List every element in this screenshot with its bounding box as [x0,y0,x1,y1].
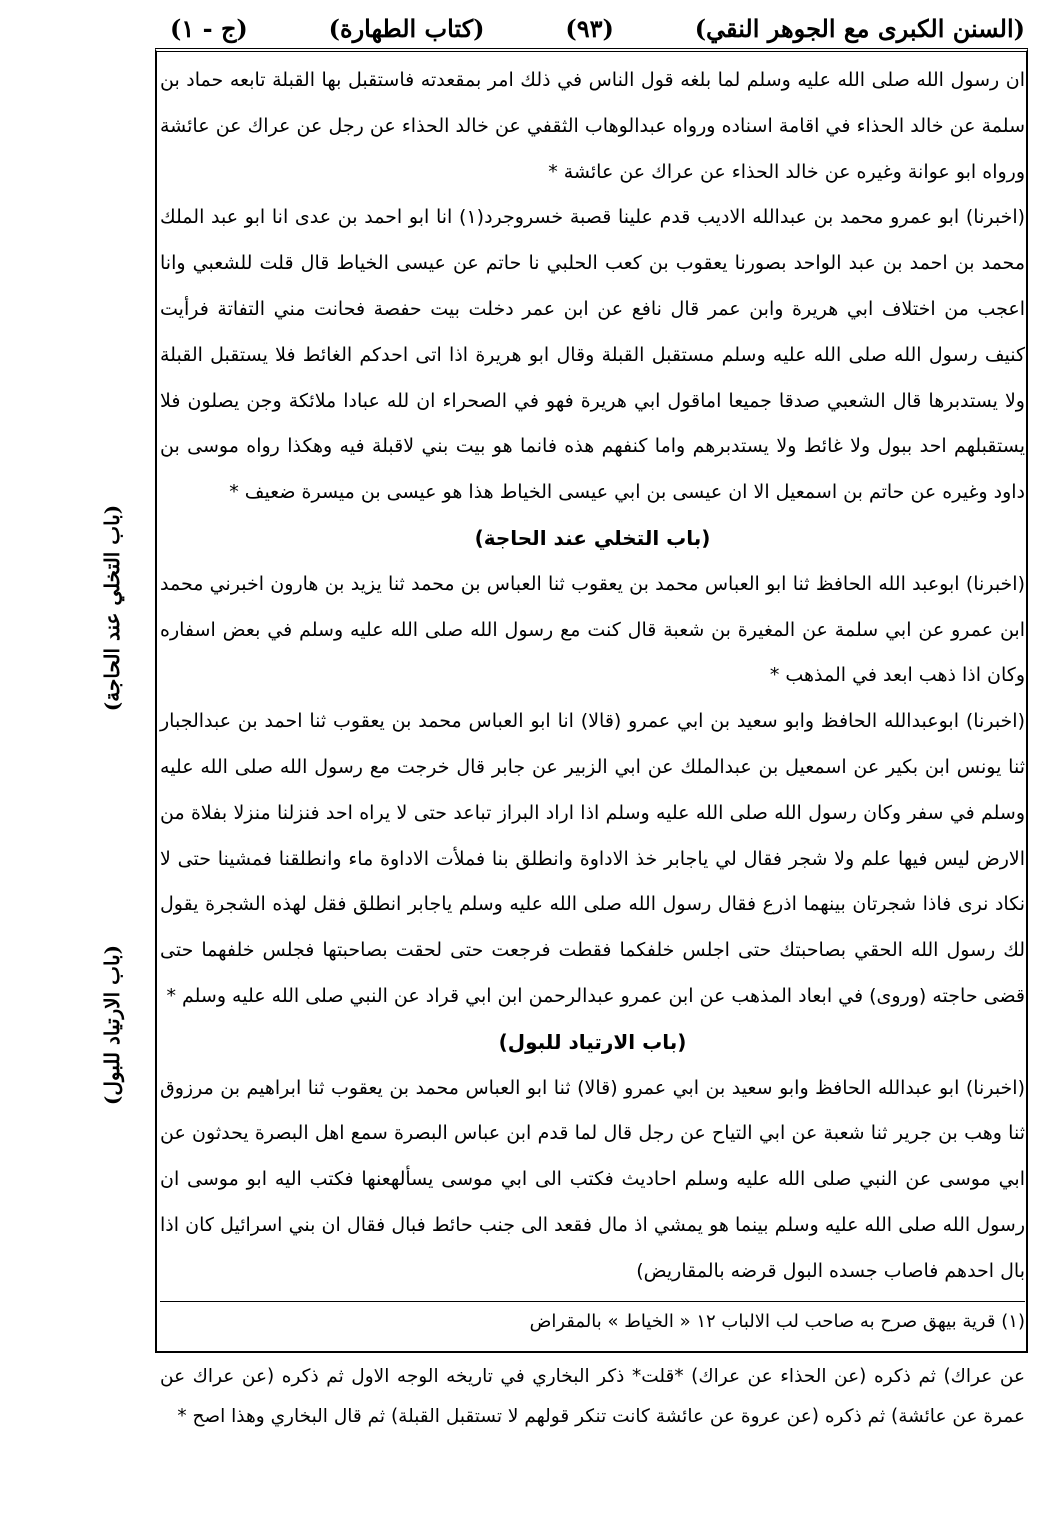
section-heading-2: (باب الارتياد للبول) [498,1029,687,1054]
paragraph-3: (اخبرنا) ابوعبد الله الحافظ ثنا ابو العباس محمد بن يعقوب ثنا العباس بن محمد ثنا يزيد بن هارون اخبرني محمد ابن عمرو عن ابي سلمة عن المغيرة بن شعبة قال كنت مع رسول الله صلى الله عليه وسلم في بعض اسفاره وكان اذا ذهب ابعد في المذهب * [160,572,1025,687]
paragraph-5: (اخبرنا) ابو عبدالله الحافظ وابو سعيد بن ابي عمرو (قالا) ثنا ابو العباس محمد بن يعقوب ثنا ابراهيم بن مرزوق ثنا وهب بن جرير ثنا شعبة عن ابي التياح عن رجل قال لما قدم ابن عباس البصرة سمع اهل البصرة يحدثون عن ابي موسى عن النبي صلى الله عليه وسلم احاديث فكتب الى ابي موسى يسألهعنها فكتب اليه ابو موسى ان رسول الله صلى الله عليه وسلم بينما هو يمشي اذ مال فقعد الى جنب حائط فبال فقال ان بني اسرائيل كان اذا بال احدهم فاصاب جسده البول قرضه بالمقاريض) [160,1076,1025,1282]
paragraph-1: ان رسول الله صلى الله عليه وسلم لما بلغه قول الناس في ذلك امر بمقعدته فاستقبل بها القبلة تابعه حماد بن سلمة عن خالد الحذاء في اقامة اسناده ورواه عبدالوهاب الثقفي عن خالد الحذاء عن رجل عن عراك عن عائشة ورواه ابو عوانة وغيره عن خالد الحذاء عن عراك عن عائشة * [160,69,1025,183]
paragraph-2: (اخبرنا) ابو عمرو محمد بن عبدالله الاديب قدم علينا قصبة خسروجرد(١) انا ابو احمد بن عدى انا ابو عبد الملك محمد بن احمد بن عبد الواحد بصورنا يعقوب بن كعب الحلبي نا حاتم عن عيسى الخياط قال قلت للشعبي وانا اعجب من اختلاف ابي هريرة وابن عمر قال نافع عن ابن عمر دخلت بيت حفصة فحانت مني التفاتة فرأيت كنيف رسول الله صلى الله عليه وسلم مستقبل القبلة وقال ابو هريرة اذا اتى احدكم الغائط فلا يستقبل القبلة ولا يستدبرها قال الشعبي صدقا جميعا اماقول ابي هريرة فهو في الصحراء ان لله عبادا ملائكة وجن يصلون فلا يستقبلهم احد ببول ولا غائط ولا يستدبرهم واما كنفهم هذه فانما هو بيت بني لاقبلة فيه وهكذا رواه موسى بن داود وغيره عن حاتم بن اسمعيل الا ان عيسى بن ابي عيسى الخياط هذا هو عيسى بن ميسرة ضعيف * [160,206,1026,504]
commentary-paragraph: عن عراك) ثم ذكره (عن الحذاء عن عراك) *قلت* ذكر البخاري في تاريخه الوجه الاول ثم ذكره (عن عراك عن عمرة عن عائشة) ثم ذكره (عن عروة عن عائشة كانت تنكر قولهم لا تستقبل القبلة) ثم قال البخاري وهذا اصح * [160,1366,1025,1427]
volume-number: (ج - ١) [170,13,248,43]
footnote: (١) قرية بيهق صرح به صاحب لب الالباب ١٢ « الخياط » بالمقراض [160,1301,1025,1342]
section-heading-1: (باب التخلي عند الحاجة) [474,525,711,550]
page-number: (٩٣) [565,13,614,43]
commentary-text [160,1357,1025,1437]
page-header [170,8,1025,48]
margin-chapter-label-1: (باب التخلي عند الحاجة) [100,504,124,712]
paragraph-4: (اخبرنا) ابوعبدالله الحافظ وابو سعيد بن ابي عمرو (قالا) انا ابو العباس محمد بن يعقوب ثنا احمد بن عبدالجبار ثنا يونس ابن بكير عن اسمعيل بن عبدالملك عن ابي الزبير عن جابر قال خرجت مع رسول الله صلى الله عليه وسلم في سفر وكان رسول الله صلى الله عليه وسلم اذا اراد البراز تباعد حتى لا يراه احد فنزلنا منزلا بفلاة من الارض ليس فيها علم ولا شجر فقال لي ياجابر خذ الاداوة وانطلق بنا فملأت الاداوة ماء وانطلقنا فمشينا حتى لا نكاد نرى فاذا شجرتان بينهما اذرع فقال رسول الله صلى الله عليه وسلم ياجابر انطلق فقل لهذه الشجرة يقول لك رسول الله الحقي بصاحبتك حتى اجلس خلفكما فقطت فرجعت حتى لحقت بصاحبتها فجلس خلفهما حتى قضى حاجته (وروى) في ابعاد المذهب عن ابن عمرو عبدالرحمن ابن ابي قراد عن النبي صلى الله عليه وسلم * [160,710,1025,1007]
book-title: (السنن الكبرى مع الجوهر النقي) [694,13,1025,43]
chapter-title: (كتاب الطهارة) [328,13,485,43]
main-text [160,58,1025,1342]
margin-chapter-label-2: (باب الارتياد للبول) [100,944,124,1106]
